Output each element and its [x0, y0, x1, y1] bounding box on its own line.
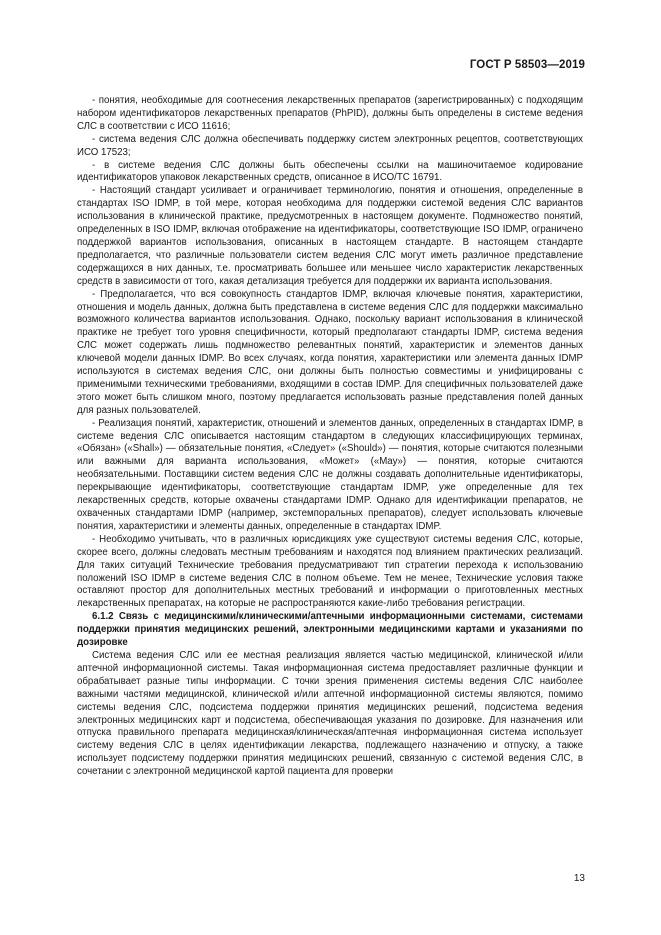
paragraph-phpid: - понятия, необходимые для соотнесения лекарственных препаратов (зарегистрированных) с подходящим набором идентификаторов лекарственных препаратов (PhPID), должны быть определены в системе ведения СЛС в соответствии с ИСО 11616;	[77, 95, 583, 132]
paragraph-machine-readable: - в системе ведения СЛС должны быть обеспечены ссылки на машиночитаемое кодирование идентификаторов упаковок лекарственных средств, описанное в ИСО/ТС 16791.	[77, 159, 583, 184]
paragraph-idmp-totality: - Предполагается, что вся совокупность стандартов IDMP, включая ключевые понятия, характеристики, отношения и модель данных, должна быть представлена в системе ведения СЛС для поддержки максимально возможного количества вариантов использования. Однако, поскольку вариант использования в клинической практике не требует того уровня специфичности, который предполагают стандарты IDMP, система ведения СЛС может содержать лишь подмножество релевантных понятий, характеристик и элементов данных ключевой модели данных IDMP. Во всех случаях, когда понятия, характеристики или элемента данных IDMP используются в системах ведения СЛС, они должны быть полностью совместимы и унифицированы с применимыми техническими требованиями, входящими в состав IDMP. Для специфичных пользователей даже этого может быть слишком много, поэтому предлагается использовать разные представления полей данных для разных пользователей.	[77, 288, 583, 416]
paragraph-e-prescription: - система ведения СЛС должна обеспечивать поддержку систем электронных рецептов, соответствующих ИСО 17523;	[77, 133, 583, 158]
paragraph-terminology: - Настоящий стандарт усиливает и ограничивает терминологию, понятия и отношения, определенные в стандартах ISO IDMP, в той мере, которая необходима для поддержки системой ведения СЛС вариантов использования в клинической практике, предусмотренных в настоящем документе. Подмножество понятий, определенных в ISO IDMP, включая отображение на идентификаторы, соответствующие ISO IDMP, ограничено поддержкой вариантов использования, описанных в настоящем стандарте. В настоящем стандарте предполагается, что различные пользователи систем ведения СЛС могут иметь различное представление содержащихся в них данных, т.е. просматривать большее или меньшее число характеристик лекарственных средств в зависимости от того, какая детализация требуется для поддержки их варианта использования.	[77, 185, 583, 287]
paragraph-classification-terms: - Реализация понятий, характеристик, отношений и элементов данных, определенных в стандартах IDMP, в системе ведения СЛС описывается настоящим стандартом в следующих классифицирующих терминах, «Обязан» («Shall») — обязательные понятия, «Следует» («Should») — понятия, которые считаются полезными или важными для варианта использования, «Может» («May») — понятия, которые считаются необязательными. Поставщики систем ведения СЛС не должны создавать дополнительные идентификаторы, перекрывающие идентификаторы, соответствующие стандартам IDMP, уже определенные для тех лекарственных средств, которые охвачены стандартами IDMP. Однако для идентификации препаратов, не охваченных стандартами IDMP (например, экстемпоральных препаратов), следует использовать ключевые понятия, характеристики и элементы данных, определенные в стандартах IDMP.	[77, 417, 583, 532]
document-code: ГОСТ Р 58503—2019	[469, 59, 585, 71]
paragraph-jurisdictions: - Необходимо учитывать, что в различных юрисдикциях уже существуют системы ведения СЛС, которые, скорее всего, должны следовать местным требованиям и находятся под влиянием практических реализаций. Для таких ситуаций Технические требования предусматривают тип стратегии перехода к использованию положений ISO IDMP в системе ведения СЛС в полном объеме. Тем не менее, Технические условия также оставляют простор для дополнительных местных требований и информации о приготовленных местных лекарственных препаратах, на которые не распространяются какие-либо требования регистрации.	[77, 533, 583, 610]
paragraph-information-system: Система ведения СЛС или ее местная реализация является частью медицинской, клинической и/или аптечной информационной системы. Такая информационная система предоставляет различные функции и обрабатывает разные типы информации. С точки зрения применения системы ведения СЛС наиболее важными частями медицинской, клинической и/или аптечной информационной системы являются, помимо системы ведения СЛС, подсистема поддержки принятия медицинских решений, подсистема ведения электронных медицинских карт и подсистема, обеспечивающая указания по дозировке. Для назначения или отпуска правильного препарата медицинская/клиническая/аптечная информационная система использует систему ведения СЛС в целях идентификации лекарства, подлежащего назначению и отпуску, а также использует подсистему поддержки принятия медицинских решений, связанную с системой ведения СЛС, в сочетании с электронной медицинской картой пациента для проверки	[77, 649, 583, 778]
document-body	[77, 95, 583, 779]
page-number: 13	[573, 873, 585, 884]
section-heading-6-1-2: 6.1.2 Связь с медицинскими/клиническими/аптечными информационными системами, системами поддержки принятия медицинских решений, электронными медицинскими картами и указаниями по дозировке	[77, 611, 583, 649]
